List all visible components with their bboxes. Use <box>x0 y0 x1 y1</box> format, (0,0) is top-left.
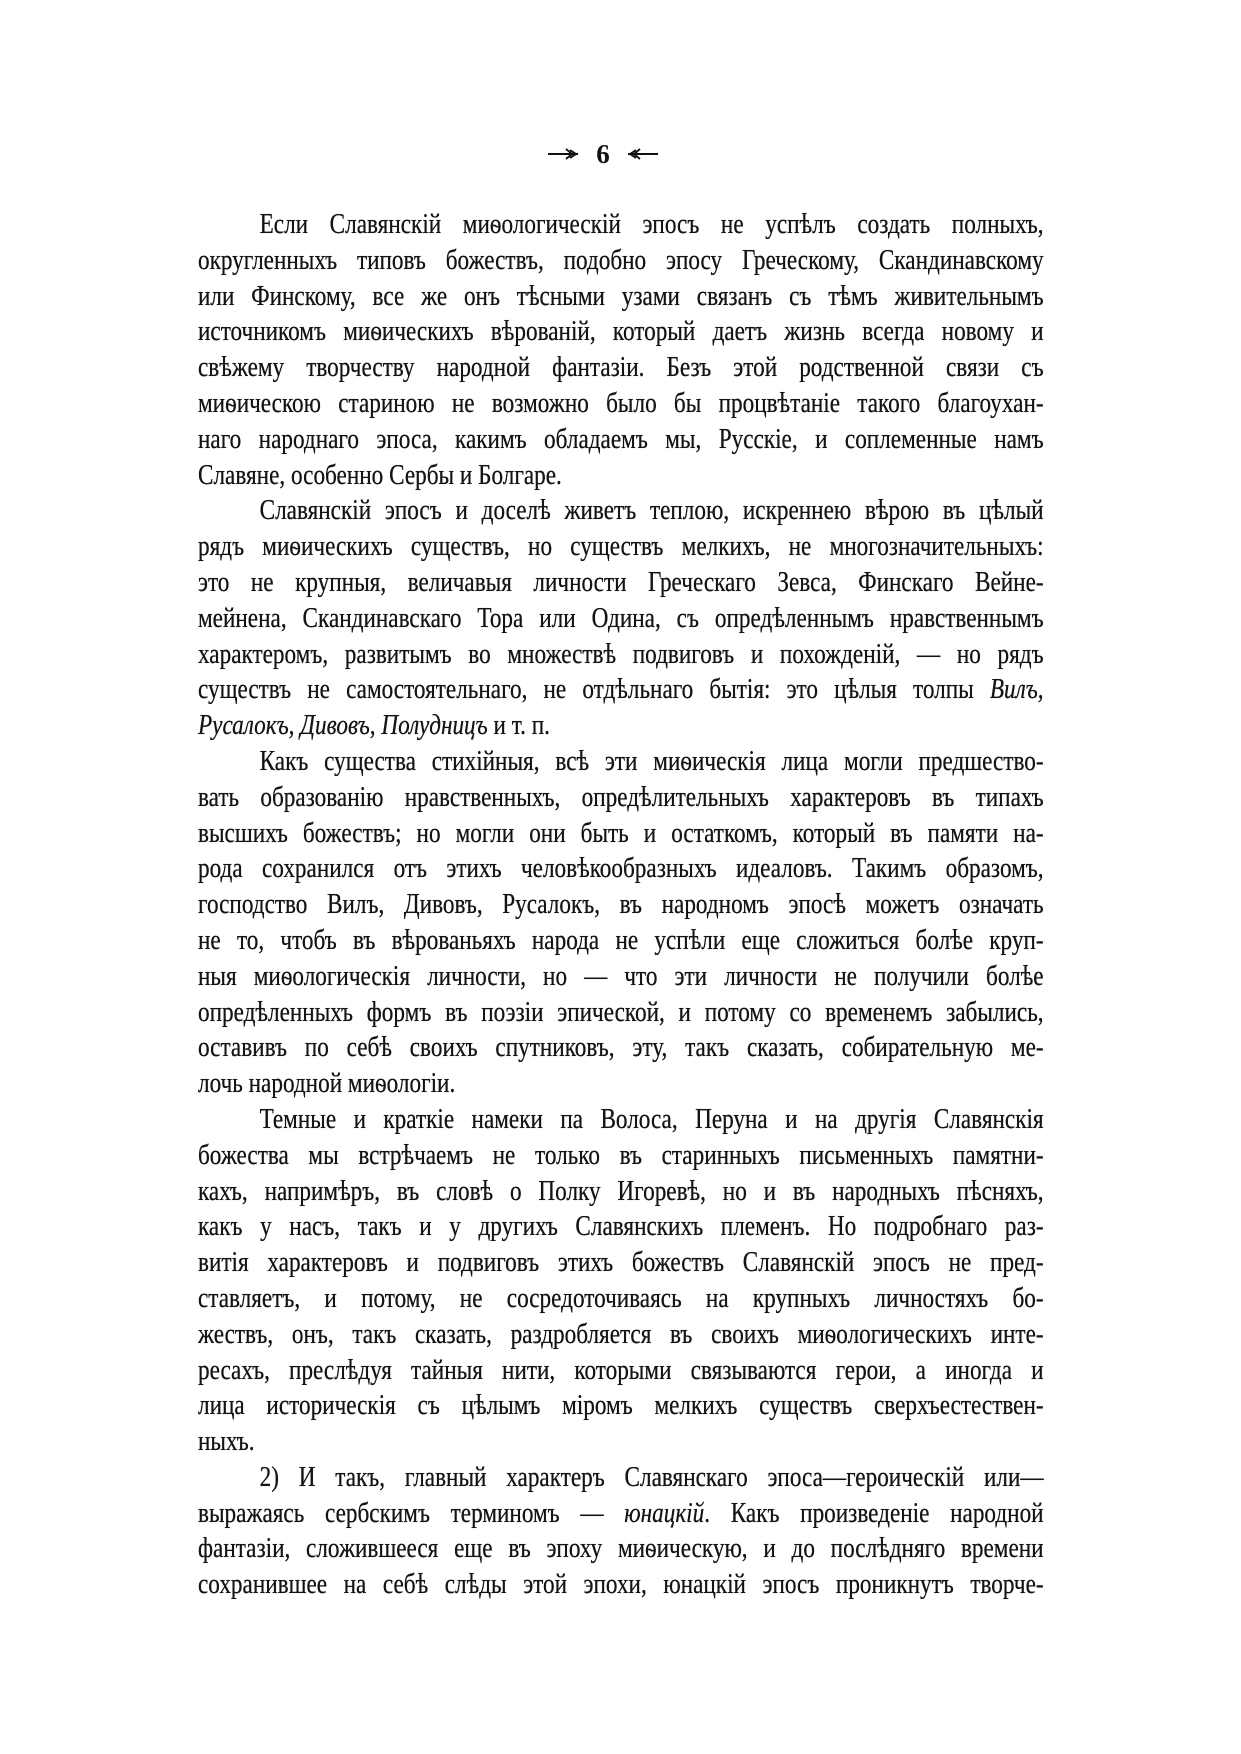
text-line <box>198 350 1044 386</box>
text-line <box>198 1281 1044 1317</box>
text-segment: 2) И такъ, главный характеръ Славянскаго эпоса—героическій или— <box>259 1460 1044 1493</box>
text-segment: или Финскому, все же онъ тѣсными узами связанъ съ тѣмъ живительнымъ <box>198 279 1044 312</box>
text-line <box>198 279 1044 315</box>
left-ornament-icon <box>548 147 582 161</box>
text-line <box>198 851 1044 887</box>
text-line <box>198 995 1044 1031</box>
text-segment: господство Вилъ, Дивовъ, Русалокъ, въ народномъ эпосѣ можетъ означать <box>198 888 1044 921</box>
text-segment: жествъ, онъ, такъ сказать, раздробляется въ своихъ миѳологическихъ инте- <box>198 1317 1044 1350</box>
page-number: 6 <box>596 138 610 169</box>
page-number-header <box>503 136 703 172</box>
text-line <box>198 1353 1044 1389</box>
text-line <box>198 708 1044 744</box>
text-line <box>198 1245 1044 1281</box>
text-segment: ныхъ. <box>198 1425 255 1458</box>
text-segment: Темные и краткіе намеки па Волоса, Перуна и на другія Славянскія <box>259 1102 1044 1135</box>
text-segment: божества мы встрѣчаемъ не только въ старинныхъ письменныхъ памятни- <box>198 1138 1044 1171</box>
text-segment: ресахъ, преслѣдуя тайныя нити, которыми связываются герои, а иногда и <box>198 1353 1044 1386</box>
text-segment: вать образованію нравственныхъ, опредѣлительныхъ характеровъ въ типахъ <box>198 780 1044 813</box>
text-segment: опредѣленныхъ формъ въ поэзіи эпической, и потому со временемъ забылись, <box>198 995 1044 1028</box>
text-line <box>198 314 1044 350</box>
text-segment: миѳическою стариною не возможно было бы процвѣтаніе такого благоухан- <box>198 386 1044 419</box>
text-segment: фантазіи, сложившееся еще въ эпоху миѳическую, и до послѣдняго времени <box>198 1532 1044 1565</box>
text-segment: кахъ, напримѣръ, въ словѣ о Полку Игоревѣ, но и въ народныхъ пѣсняхъ, <box>198 1174 1044 1207</box>
text-line <box>198 207 1044 243</box>
text-line <box>198 1030 1044 1066</box>
text-line <box>198 816 1044 852</box>
text-segment: выражаясь сербскимъ терминомъ — <box>198 1496 625 1529</box>
text-segment: округленныхъ типовъ божествъ, подобно эпосу Греческому, Скандинавскому <box>198 243 1044 276</box>
text-line <box>198 1460 1044 1496</box>
text-segment: ныя миѳологическія личности, но — что эти личности не получили болѣе <box>198 959 1044 992</box>
text-segment: Какъ существа стихійныя, всѣ эти миѳическія лица могли предшество- <box>259 744 1044 777</box>
text-line <box>198 1531 1044 1567</box>
body-text <box>198 207 1044 1603</box>
text-line <box>198 672 1044 708</box>
text-segment: . Какъ произведеніе народной <box>704 1496 1044 1529</box>
text-line <box>198 386 1044 422</box>
italic-text: Русалокъ, Дивовъ, Полудницъ <box>198 709 488 742</box>
text-line <box>198 780 1044 816</box>
text-line <box>198 1317 1044 1353</box>
text-line <box>198 1138 1044 1174</box>
text-line <box>198 493 1044 529</box>
text-segment: Славяне, особенно Сербы и Болгаре. <box>198 458 562 491</box>
text-segment: ставляетъ, и потому, не сосредоточиваясь на крупныхъ личностяхъ бо- <box>198 1281 1044 1314</box>
text-segment: не то, чтобъ въ вѣрованьяхъ народа не успѣли еще сложиться болѣе круп- <box>198 923 1044 956</box>
text-segment: оставивъ по себѣ своихъ спутниковъ, эту, такъ сказать, собирательную ме- <box>198 1031 1044 1064</box>
text-segment: какъ у насъ, такъ и у другихъ Славянскихъ племенъ. Но подробнаго раз- <box>198 1210 1044 1243</box>
text-line <box>198 458 1044 494</box>
text-line <box>198 243 1044 279</box>
text-line <box>198 1567 1044 1603</box>
text-line <box>198 1388 1044 1424</box>
right-ornament-icon <box>624 147 658 161</box>
text-segment: Славянскій эпосъ и доселѣ живетъ теплою, искреннею вѣрою въ цѣлый <box>259 494 1044 527</box>
text-line <box>198 923 1044 959</box>
text-segment: свѣжему творчеству народной фантазіи. Безъ этой родственной связи съ <box>198 351 1044 384</box>
text-line <box>198 1066 1044 1102</box>
text-segment: источникомъ миѳическихъ вѣрованій, который даетъ жизнь всегда новому и <box>198 315 1044 348</box>
text-line <box>198 1496 1044 1532</box>
text-line <box>198 565 1044 601</box>
text-line <box>198 529 1044 565</box>
text-segment: лочь народной миѳологіи. <box>198 1067 456 1100</box>
text-segment: сохранившее на себѣ слѣды этой эпохи, юнацкій эпосъ проникнутъ творче- <box>198 1568 1044 1601</box>
text-segment: мейнена, Скандинавскаго Тора или Одина, съ опредѣленнымъ нравственнымъ <box>198 601 1044 634</box>
text-segment: и т. п. <box>487 709 550 742</box>
text-segment: рода сохранился отъ этихъ человѣкообразныхъ идеаловъ. Такимъ образомъ, <box>198 852 1044 885</box>
italic-text: юнацкій <box>624 1496 705 1529</box>
text-line <box>198 422 1044 458</box>
text-segment: высшихъ божествъ; но могли они быть и остаткомъ, который въ памяти на- <box>198 816 1044 849</box>
text-segment: лица историческія съ цѣлымъ міромъ мелкихъ существъ сверхъестествен- <box>198 1389 1044 1422</box>
text-segment: Если Славянскій миѳологическій эпосъ не успѣлъ создать полныхъ, <box>259 208 1044 240</box>
text-segment: характеромъ, развитымъ во множествѣ подвиговъ и похожденій, — но рядъ <box>198 637 1044 670</box>
text-line <box>198 637 1044 673</box>
text-segment: витія характеровъ и подвиговъ этихъ божествъ Славянскій эпосъ не пред- <box>198 1246 1044 1279</box>
text-line <box>198 1102 1044 1138</box>
text-line <box>198 1174 1044 1210</box>
text-segment: существъ не самостоятельнаго, не отдѣльнаго бытія: это цѣлыя толпы <box>198 673 990 706</box>
italic-text: Вилъ, <box>989 673 1044 706</box>
text-segment: наго народнаго эпоса, какимъ обладаемъ мы, Русскіе, и соплеменные намъ <box>198 422 1044 455</box>
text-line <box>198 887 1044 923</box>
text-segment: это не крупныя, величавыя личности Греческаго Зевса, Финскаго Вейне- <box>198 565 1044 598</box>
text-line <box>198 1209 1044 1245</box>
text-line <box>198 601 1044 637</box>
text-line <box>198 959 1044 995</box>
text-line <box>198 1424 1044 1460</box>
text-line <box>198 744 1044 780</box>
text-segment: рядъ миѳическихъ существъ, но существъ мелкихъ, не многозначительныхъ: <box>198 530 1044 563</box>
